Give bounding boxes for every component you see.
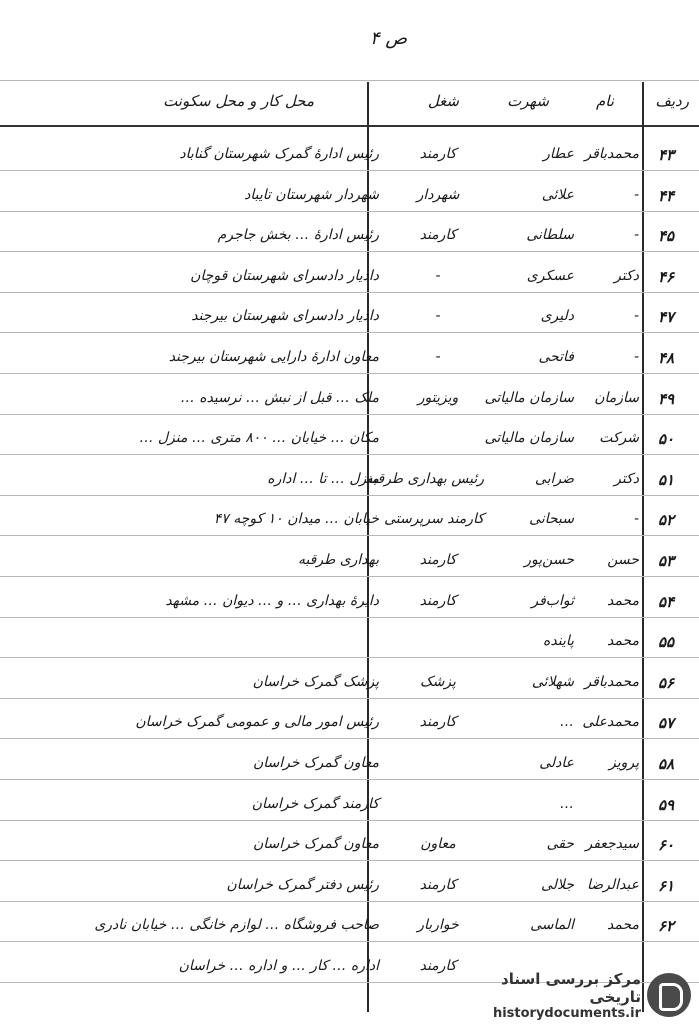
row-workplace: بهداری طرقبه	[297, 552, 379, 568]
row-workplace: معاون گمرک خراسان	[252, 836, 379, 852]
row-last-name: عسکری	[526, 268, 574, 284]
row-job: -	[435, 349, 441, 365]
row-last-name: عادلی	[539, 755, 574, 771]
row-job: -	[435, 308, 441, 324]
watermark-title: مرکز بررسی اسناد تاریخی	[501, 969, 641, 1006]
row-number: ۶۰	[657, 836, 675, 854]
row-job: کارمند سرپرستی	[384, 511, 484, 527]
row-first-name: محمدعلی	[582, 714, 639, 730]
row-workplace: رئیس امور مالی و عمومی گمرک خراسان	[135, 714, 379, 730]
table-row	[0, 668, 699, 708]
table-row	[0, 424, 699, 464]
row-job: ویزیتور	[417, 390, 459, 406]
row-first-name: محمد	[607, 917, 639, 933]
row-workplace: مکان … خیابان … ۸۰۰ متری … منزل …	[139, 430, 379, 446]
row-first-name: محمدباقر	[584, 674, 639, 690]
row-last-name: ثواب‌فر	[531, 593, 574, 609]
table-row	[0, 343, 699, 383]
row-job: رئیس بهداری طرقبه	[365, 471, 484, 487]
row-number: ۴۶	[657, 268, 675, 286]
row-number: ۵۶	[657, 674, 675, 692]
row-job: شهردار	[416, 187, 460, 203]
row-first-name: -	[633, 227, 639, 243]
row-job: معاون	[420, 836, 456, 852]
row-first-name: سازمان	[594, 390, 639, 406]
header-job: شغل	[427, 92, 459, 110]
row-last-name: شهلائی	[531, 674, 574, 690]
row-first-name: -	[633, 308, 639, 324]
row-first-name: -	[633, 349, 639, 365]
table-row	[0, 911, 699, 951]
table-row	[0, 262, 699, 302]
row-number: ۴۸	[657, 349, 675, 367]
row-first-name: -	[633, 511, 639, 527]
row-workplace: پزشک گمرک خراسان	[252, 674, 379, 690]
header-num: ردیف	[655, 92, 689, 110]
ruled-line	[0, 80, 699, 81]
row-first-name: دکتر	[614, 268, 639, 284]
row-first-name: محمد	[607, 593, 639, 609]
row-number: ۴۵	[657, 227, 675, 245]
row-number: ۶۲	[657, 917, 675, 935]
row-last-name: …	[560, 796, 574, 812]
row-last-name: سازمان مالیاتی	[484, 430, 574, 446]
row-job: -	[435, 268, 441, 284]
row-number: ۵۵	[657, 633, 675, 651]
archive-logo-icon	[647, 973, 691, 1017]
row-workplace: شهردار شهرستان تایباد	[244, 187, 379, 203]
table-row	[0, 749, 699, 789]
row-job: کارمند	[419, 227, 457, 243]
row-workplace: کارمند گمرک خراسان	[251, 796, 379, 812]
header-first-name: نام	[595, 92, 614, 110]
row-first-name: پرویز	[608, 755, 639, 771]
row-last-name: حقی	[546, 836, 574, 852]
table-row	[0, 871, 699, 911]
row-number: ۴۴	[657, 187, 675, 205]
row-workplace: دایرهٔ بهداری … و … دیوان … مشهد	[165, 593, 379, 609]
row-number: ۵۴	[657, 593, 675, 611]
row-last-name: سبحانی	[529, 511, 574, 527]
row-job: خواربار	[417, 917, 459, 933]
table-row	[0, 181, 699, 221]
table-row	[0, 221, 699, 261]
table-row	[0, 302, 699, 342]
row-first-name: -	[633, 187, 639, 203]
header-last-name: شهرت	[507, 92, 549, 110]
row-last-name: سلطانی	[526, 227, 574, 243]
row-workplace: خیابان … میدان ۱۰ کوچه ۴۷	[213, 511, 379, 527]
table-row	[0, 830, 699, 870]
watermark-url: historydocuments.ir	[492, 1005, 641, 1021]
row-number: ۵۹	[657, 796, 675, 814]
row-number: ۵۷	[657, 714, 675, 732]
row-last-name: عطار	[543, 146, 574, 162]
row-job: کارمند	[419, 958, 457, 974]
row-workplace: رئیس دفتر گمرک خراسان	[226, 877, 379, 893]
row-number: ۶۱	[657, 877, 675, 895]
watermark	[461, 969, 691, 1021]
header-workplace: محل کار و محل سکونت	[163, 92, 314, 110]
table-row	[0, 505, 699, 545]
table-header	[0, 88, 699, 124]
table-row	[0, 587, 699, 627]
row-first-name: محمدباقر	[584, 146, 639, 162]
table-row	[0, 384, 699, 424]
row-job: کارمند	[419, 593, 457, 609]
row-last-name: حسن‌پور	[524, 552, 574, 568]
row-first-name: سیدجعفر	[585, 836, 639, 852]
row-workplace: اداره … کار … و اداره … خراسان	[178, 958, 379, 974]
row-first-name: شرکت	[599, 430, 639, 446]
row-number: ۵۸	[657, 755, 675, 773]
row-last-name: علائی	[541, 187, 574, 203]
row-workplace: دادیار دادسرای شهرستان بیرجند	[191, 308, 379, 324]
row-job: کارمند	[419, 877, 457, 893]
row-number: ۵۰	[657, 430, 675, 448]
page-number: ص ۴	[370, 28, 408, 49]
row-workplace: معاون ادارهٔ دارایی شهرستان بیرجند	[168, 349, 379, 365]
row-workplace: معاون گمرک خراسان	[252, 755, 379, 771]
row-workplace: رئیس ادارهٔ گمرک شهرستان گناباد	[179, 146, 379, 162]
row-last-name: فاتحی	[538, 349, 574, 365]
row-number: ۴۷	[657, 308, 675, 326]
table-row	[0, 546, 699, 586]
row-workplace: ملک … قبل از نبش … نرسیده …	[180, 390, 379, 406]
row-number: ۴۳	[657, 146, 675, 164]
row-job: پزشک	[420, 674, 456, 690]
row-last-name: پاینده	[543, 633, 574, 649]
row-last-name: جلالی	[541, 877, 574, 893]
row-job: کارمند	[419, 714, 457, 730]
header-rule	[0, 125, 699, 127]
row-workplace: صاحب فروشگاه … لوازم خانگی … خیابان نادری	[94, 917, 379, 933]
row-number: ۵۱	[657, 471, 675, 489]
table-row	[0, 140, 699, 180]
row-first-name: دکتر	[614, 471, 639, 487]
table-row	[0, 790, 699, 830]
row-last-name: ضرابی	[534, 471, 574, 487]
row-last-name: سازمان مالیاتی	[484, 390, 574, 406]
row-number: ۴۹	[657, 390, 675, 408]
row-last-name: الماسی	[530, 917, 574, 933]
row-first-name: عبدالرضا	[587, 877, 639, 893]
row-job: کارمند	[419, 146, 457, 162]
row-workplace: منزل … تا … اداره	[267, 471, 379, 487]
row-first-name: حسن	[607, 552, 639, 568]
row-number: ۵۳	[657, 552, 675, 570]
table-row	[0, 708, 699, 748]
table-row	[0, 465, 699, 505]
row-workplace: رئیس ادارهٔ … بخش جاجرم	[217, 227, 379, 243]
row-workplace: دادیار دادسرای شهرستان قوچان	[190, 268, 379, 284]
row-job: کارمند	[419, 552, 457, 568]
row-first-name: محمد	[607, 633, 639, 649]
row-number: ۵۲	[657, 511, 675, 529]
table-row	[0, 627, 699, 667]
row-last-name: …	[560, 714, 574, 730]
row-last-name: دلیری	[540, 308, 574, 324]
